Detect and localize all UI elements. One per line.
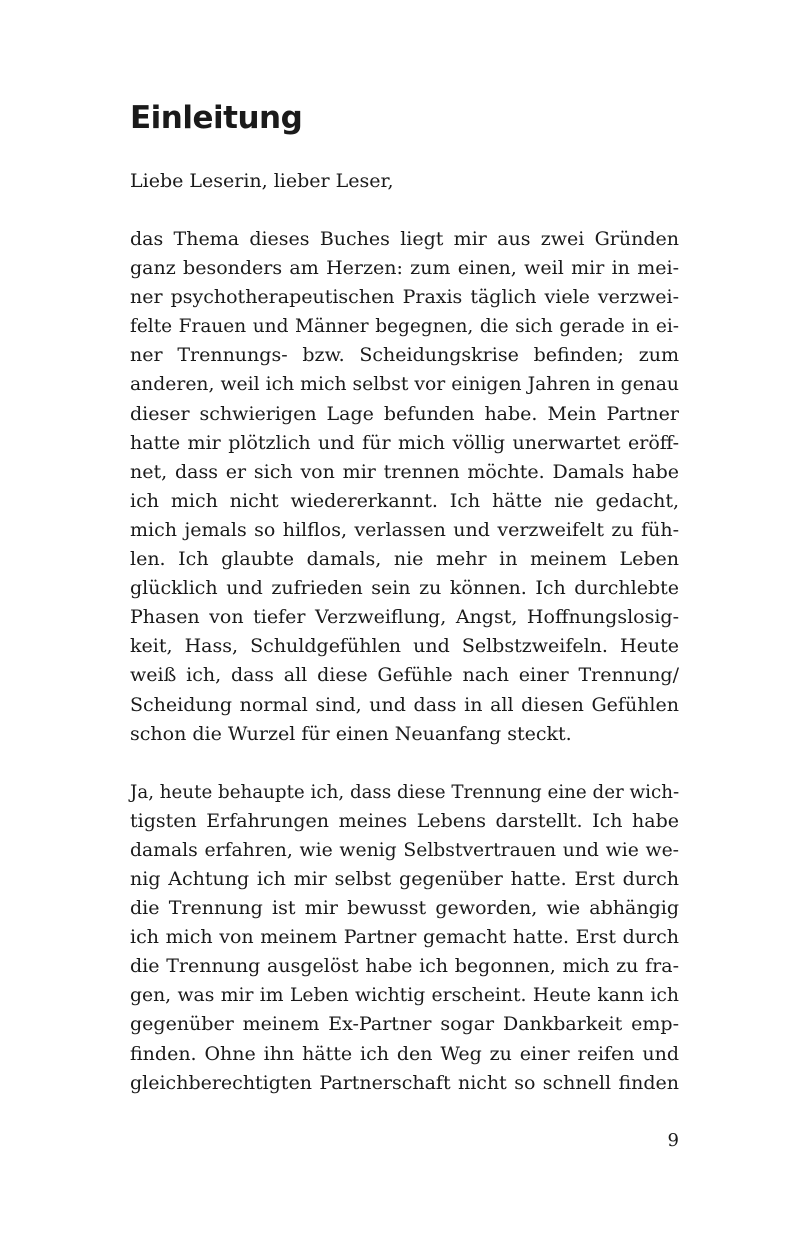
text-line: felte Frauen und Männer begegnen, die sich gerade in ei- [130,316,679,338]
text-line: ganz besonders am Herzen: zum einen, weil mir in mei- [130,257,679,280]
text-line: finden. Ohne ihn hätte ich den Weg zu einer reifen und [130,1042,679,1065]
text-line: gen, was mir im Leben wichtig erscheint. Heute kann ich [130,985,679,1007]
text-line: len. Ich glaubte damals, nie mehr in meinem Leben [130,548,679,571]
text-line: ich mich nicht wiedererkannt. Ich hätte nie gedacht, [130,489,679,512]
paragraph [130,225,679,749]
text-line: Scheidung normal sind, und dass in all diesen Gefühlen [130,693,679,716]
text-line: glücklich und zufrieden sein zu können. Ich durchlebte [130,577,679,600]
text-line: mich jemals so hilflos, verlassen und verzweifelt zu füh- [130,518,679,541]
text-line: die Trennung ist mir bewusst geworden, wie abhängig [130,897,679,920]
page-number: 9 [667,1130,679,1151]
text-line: anderen, weil ich mich selbst vor einigen Jahren in genau [130,374,679,396]
text-line: Phasen von tiefer Verzweiflung, Angst, Hoffnungslosig- [130,606,679,629]
text-line: keit, Hass, Schuldgefühlen und Selbstzweifeln. Heute [130,635,679,658]
text-line: ner Trennungs- bzw. Scheidungskrise befinden; zum [130,344,679,367]
text-line: ner psychotherapeutischen Praxis täglich viele verzwei- [130,286,679,309]
text-line: weiß ich, dass all diese Gefühle nach einer Trennung/ [130,664,679,687]
page-content [130,96,679,1098]
text-line: die Trennung ausgelöst habe ich begonnen, mich zu fra- [130,955,679,978]
text-line: Ja, heute behaupte ich, dass diese Trennung eine der wich- [130,781,680,803]
paragraph [130,778,679,1098]
text-line: tigsten Erfahrungen meines Lebens darstellt. Ich habe [130,809,679,832]
text-line: gleichberechtigten Partnerschaft nicht so schnell finden [130,1071,679,1094]
text-line: ich mich von meinem Partner gemacht hatte. Erst durch [130,926,679,949]
chapter-title: Einleitung [130,100,303,136]
text-line: schon die Wurzel für einen Neuanfang steckt. [130,722,572,745]
text-line: gegenüber meinem Ex-Partner sogar Dankbarkeit emp- [130,1013,679,1036]
text-line: net, dass er sich von mir trennen möchte. Damals habe [130,460,679,483]
text-line: nig Achtung ich mir selbst gegenüber hatte. Erst durch [130,867,679,890]
text-line: dieser schwierigen Lage befunden habe. Mein Partner [130,402,679,425]
salutation: Liebe Leserin, lieber Leser, [130,170,394,192]
body-text [130,225,679,1098]
text-line: das Thema dieses Buches liegt mir aus zwei Gründen [130,228,679,250]
text-line: damals erfahren, wie wenig Selbstvertrauen und wie we- [130,839,679,861]
text-line: hatte mir plötzlich und für mich völlig unerwartet eröff- [130,431,679,454]
